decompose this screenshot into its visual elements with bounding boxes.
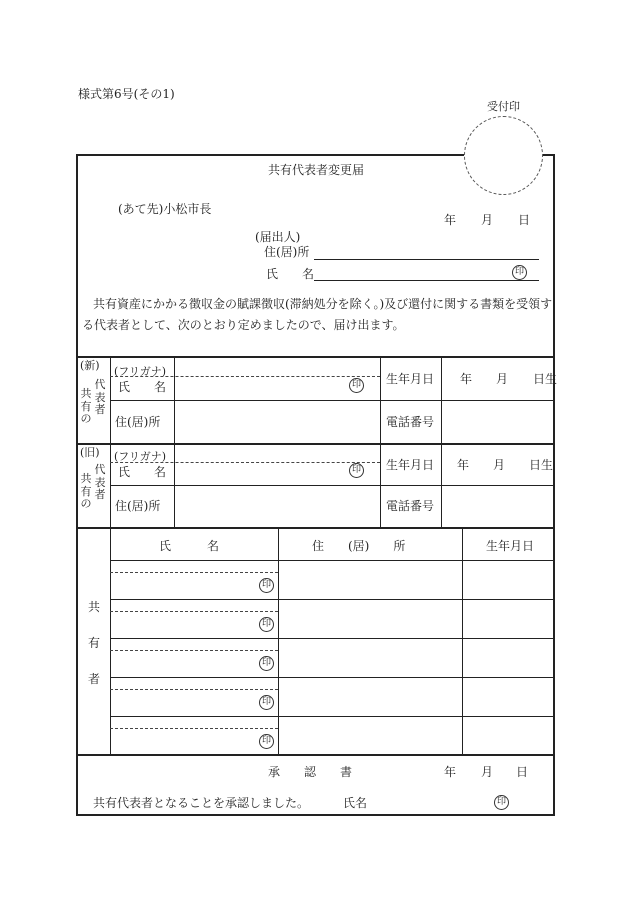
co-owners-header-address: 住 (居) 所 bbox=[312, 539, 406, 553]
old-rep-row-line bbox=[110, 485, 555, 486]
co-owners-col-line-2 bbox=[462, 528, 463, 755]
applicant-name-line[interactable] bbox=[314, 280, 539, 281]
old-rep-birth-year: 年 bbox=[457, 458, 470, 472]
approval-statement: 共有代表者となることを承認しました。 bbox=[93, 796, 310, 810]
new-rep-address-label: 住(居)所 bbox=[115, 415, 161, 429]
new-rep-name-label: 氏 名 bbox=[118, 380, 167, 394]
co-owners-col-line-1 bbox=[278, 528, 279, 755]
new-rep-phone-label: 電話番号 bbox=[386, 415, 435, 429]
applicant-name-label: 氏 名 bbox=[266, 267, 315, 281]
co-owner-row-line-3 bbox=[110, 677, 555, 678]
old-rep-birth-day: 日生 bbox=[529, 458, 554, 472]
approval-day: 日 bbox=[516, 765, 529, 779]
co-owners-side-char-3: 者 bbox=[88, 672, 101, 686]
co-owner-seal-5: 印 bbox=[259, 734, 274, 749]
co-owner-seal-1: 印 bbox=[259, 578, 274, 593]
co-owner-seal-4: 印 bbox=[259, 695, 274, 710]
co-owner-furigana-line-4 bbox=[110, 689, 278, 690]
applicant-address-label: 住(居)所 bbox=[264, 245, 310, 259]
co-owners-top-border bbox=[76, 527, 555, 529]
old-rep-tag: (旧) bbox=[80, 446, 100, 459]
old-rep-right-line bbox=[441, 444, 442, 528]
old-rep-birth-month: 月 bbox=[493, 458, 506, 472]
co-owner-seal-2: 印 bbox=[259, 617, 274, 632]
approval-month: 月 bbox=[481, 765, 494, 779]
new-rep-tag: (新) bbox=[80, 359, 100, 372]
applicant-label: (届出人) bbox=[255, 230, 301, 244]
co-owner-row-line-1 bbox=[110, 599, 555, 600]
new-rep-furigana-label: (フリガナ) bbox=[114, 365, 167, 378]
approval-seal: 印 bbox=[494, 795, 509, 810]
new-rep-row-line bbox=[110, 400, 555, 401]
old-rep-side-col2: 代表者 bbox=[94, 463, 106, 502]
co-owner-furigana-line-5 bbox=[110, 728, 278, 729]
old-rep-top-border bbox=[76, 443, 555, 445]
co-owner-furigana-line-1 bbox=[110, 572, 278, 573]
approval-title: 承 認 書 bbox=[268, 765, 353, 779]
form-title: 共有代表者変更届 bbox=[268, 163, 365, 177]
co-owners-header-name: 氏 名 bbox=[159, 539, 220, 553]
applicant-seal: 印 bbox=[512, 265, 527, 280]
new-rep-birth-month: 月 bbox=[496, 372, 509, 386]
co-owners-side-line bbox=[110, 528, 111, 755]
co-owner-row-line-4 bbox=[110, 716, 555, 717]
co-owner-seal-3: 印 bbox=[259, 656, 274, 671]
old-rep-phone-label: 電話番号 bbox=[386, 499, 435, 513]
old-rep-address-label: 住(居)所 bbox=[115, 499, 161, 513]
co-owners-side-char-2: 有 bbox=[88, 636, 101, 650]
body-text-line2: る代表者として、次のとおり定めましたので、届け出ます。 bbox=[82, 318, 405, 332]
reception-stamp-area bbox=[464, 116, 543, 195]
co-owners-header-line bbox=[110, 560, 555, 561]
old-rep-birth-label: 生年月日 bbox=[386, 458, 435, 472]
form-number: 様式第6号(その1) bbox=[78, 87, 175, 101]
applicant-address-line[interactable] bbox=[314, 259, 539, 260]
new-rep-seal: 印 bbox=[349, 378, 364, 393]
old-rep-sidebar-line bbox=[110, 444, 111, 528]
old-rep-furigana-label: (フリガナ) bbox=[114, 450, 167, 463]
old-rep-seal: 印 bbox=[349, 463, 364, 478]
new-rep-birth-label: 生年月日 bbox=[386, 372, 435, 386]
old-rep-side-col1: 共有の bbox=[80, 472, 92, 511]
date-month: 月 bbox=[481, 213, 494, 227]
old-rep-name-label: 氏 名 bbox=[118, 465, 167, 479]
approval-top-border bbox=[76, 754, 555, 756]
date-day: 日 bbox=[518, 213, 531, 227]
addressee: (あて先)小松市長 bbox=[118, 202, 212, 216]
new-rep-birth-year: 年 bbox=[460, 372, 473, 386]
approval-year: 年 bbox=[444, 765, 457, 779]
co-owner-furigana-line-3 bbox=[110, 650, 278, 651]
co-owners-header-birth: 生年月日 bbox=[486, 539, 535, 553]
new-rep-side-col1: 共有の bbox=[80, 387, 92, 426]
co-owners-side-char-1: 共 bbox=[88, 600, 101, 614]
date-year: 年 bbox=[444, 213, 457, 227]
co-owner-row-line-2 bbox=[110, 638, 555, 639]
old-rep-mid-line bbox=[380, 444, 381, 528]
new-rep-top-border bbox=[76, 356, 555, 358]
stamp-label: 受付印 bbox=[487, 100, 520, 113]
old-rep-label-line bbox=[174, 444, 175, 528]
approval-name-label: 氏名 bbox=[343, 796, 368, 810]
new-rep-birth-day: 日生 bbox=[533, 372, 558, 386]
co-owner-furigana-line-2 bbox=[110, 611, 278, 612]
new-rep-side-col2: 代表者 bbox=[94, 378, 106, 417]
body-text-line1: 共有資産にかかる徴収金の賦課徴収(滞納処分を除く。)及び還付に関する書類を受領す bbox=[93, 297, 553, 311]
